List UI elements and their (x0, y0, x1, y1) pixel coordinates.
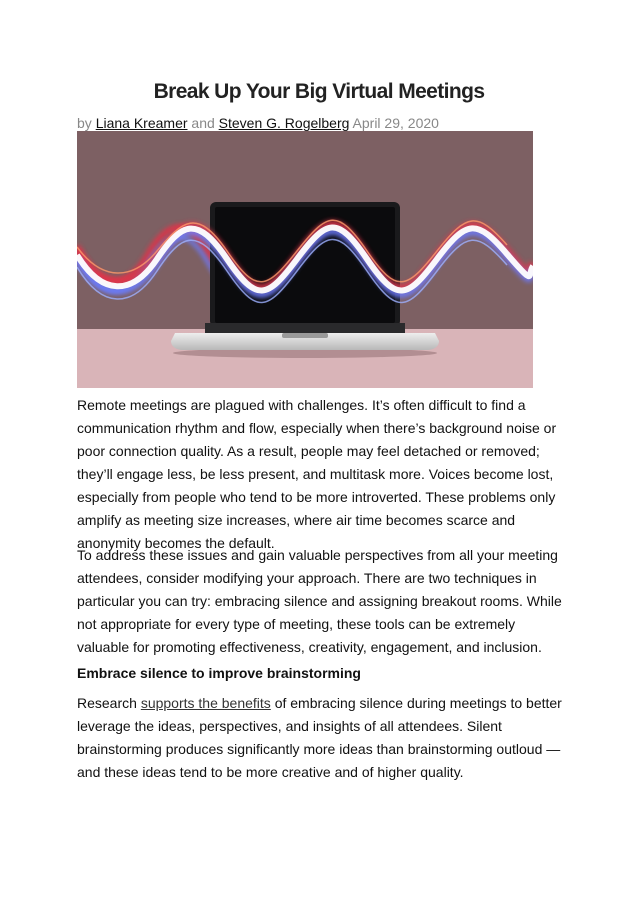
byline-by: by (77, 115, 92, 131)
laptop-keyboard (205, 323, 405, 333)
paragraph-techniques: To address these issues and gain valuable perspectives from all your meeting attendees, consider modifying your approach. There are two techniques in particular you can try: embracing silence and assigning breakout rooms. While not appropriate for every type of meeting, these tools can be extremely valuable for promoting effectiveness, creativity, engagement, and inclusion. (77, 547, 562, 655)
research-text-after: of embracing silence during meetings to better leverage the ideas, perspectives, and insights of all attendees. Silent brainstorming produces significantly more ideas than brainstorming outloud — and these ideas tend to be more creative and of higher quality. (77, 695, 562, 780)
paragraph-research (77, 692, 567, 784)
byline-and: and (191, 115, 215, 131)
section-heading: Embrace silence to improve brainstorming (77, 665, 361, 681)
research-text-before: Research (77, 695, 137, 711)
laptop (171, 202, 439, 350)
publish-date: April 29, 2020 (352, 115, 439, 131)
supports-benefits-link[interactable]: supports the benefits (140, 695, 271, 711)
hero-image (77, 131, 533, 388)
byline (77, 115, 439, 131)
author-link-liana-kreamer[interactable]: Liana Kreamer (95, 115, 188, 131)
author-link-steven-rogelberg[interactable]: Steven G. Rogelberg (218, 115, 350, 131)
paragraph-intro: Remote meetings are plagued with challenges. It’s often difficult to find a communication rhythm and flow, especially when there’s background noise or poor connection quality. As a result, people may feel detached or removed; they’ll engage less, be less present, and multitask more. Voices become lost, especially from people who tend to be more introverted. These problems only amplify as meeting size increases, where air time becomes scarce and anonymity becomes the default. (77, 397, 557, 551)
article-title: Break Up Your Big Virtual Meetings (153, 80, 485, 103)
